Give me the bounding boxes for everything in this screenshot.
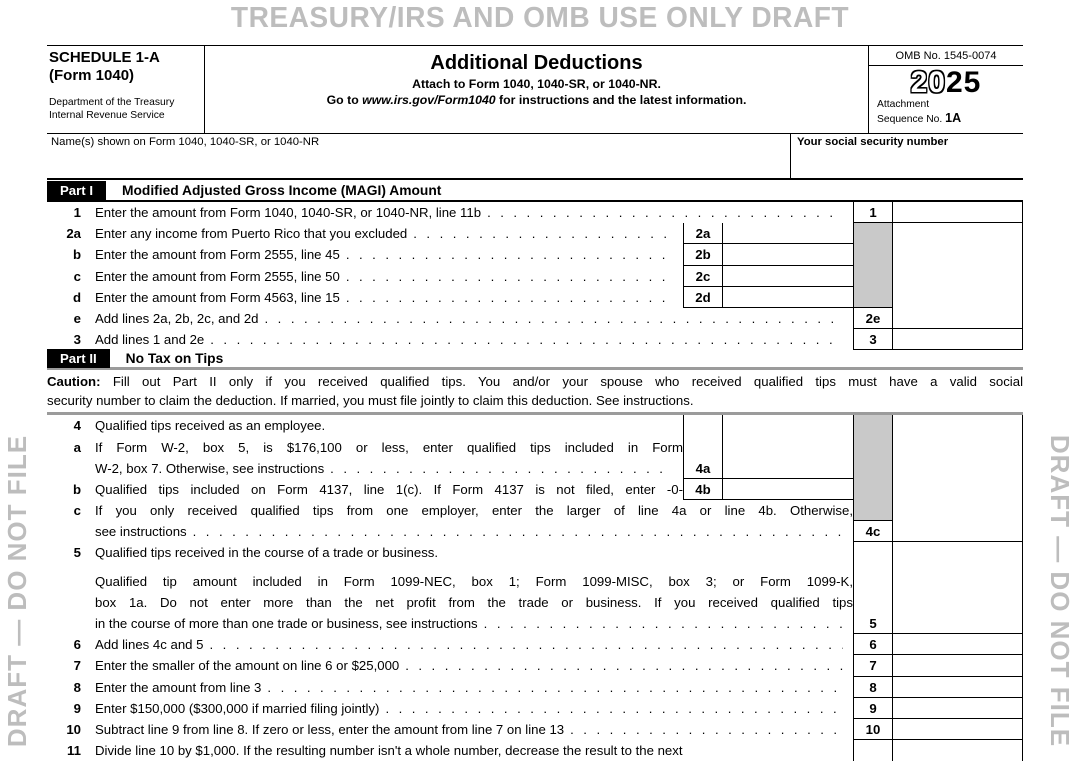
line-10-amount-field[interactable]: [893, 719, 1023, 740]
line-9-box-label: 9: [853, 698, 893, 719]
right-spacer: [893, 437, 1023, 458]
dot-leader: [385, 698, 843, 719]
dot-leader: [405, 655, 843, 676]
line-number: [47, 521, 81, 542]
form-line-2b: [47, 244, 1023, 265]
line-6-amount-field[interactable]: [893, 634, 1023, 655]
dot-leader: [484, 613, 843, 634]
right-spacer: [893, 287, 1023, 308]
shaded-cell: [853, 458, 893, 479]
line-text: Enter the amount from Form 2555, line 50 .....: [81, 266, 683, 287]
form-line-5-para2: [47, 592, 1023, 613]
line-number: 6: [73, 637, 81, 653]
name-input-area[interactable]: [47, 134, 790, 178]
omb-number: OMB No. 1545-0074: [869, 46, 1023, 66]
shaded-cell: [853, 266, 893, 287]
line-text: If Form W-2, box 5, is $176,100 or less, enter qualified tips included in Form: [95, 439, 683, 455]
part1-chip: Part I: [47, 181, 106, 200]
top-draft-watermark: TREASURY/IRS AND OMB USE ONLY DRAFT: [230, 2, 850, 34]
line-number: 8: [73, 679, 81, 695]
line-2d-box-label: 2d: [683, 287, 723, 308]
line-4c-box-label: 4c: [853, 521, 893, 542]
line-text: Enter any income from Puerto Rico that you excluded .....: [81, 223, 683, 244]
line-text: Qualified tips received as an employee.: [95, 418, 326, 434]
right-spacer: [893, 223, 1023, 244]
line-5-amount-field[interactable]: [893, 613, 1023, 634]
form-line-10: [47, 719, 1023, 740]
line-2b-box-label: 2b: [683, 244, 723, 265]
header-right-box: [868, 46, 1023, 133]
dot-leader: [570, 719, 843, 740]
header-left-box: [47, 46, 205, 133]
line-2c-box-label: 2c: [683, 266, 723, 287]
line-number: 3: [73, 332, 81, 348]
line-number: 11: [67, 743, 81, 759]
line-number: c: [73, 503, 81, 519]
dot-leader: [210, 634, 843, 655]
line-5-box-spacer: [853, 571, 893, 592]
form-line-5-para1: [47, 571, 1023, 592]
right-spacer: [893, 458, 1023, 479]
line-number: b: [72, 247, 81, 263]
form-line-4a: [47, 458, 1023, 479]
line-5-box-label: 5: [853, 613, 893, 634]
line-text: Add lines 4c and 5 .....: [81, 634, 853, 655]
irs-url: www.irs.gov/Form1040: [362, 93, 496, 107]
spacer-row: [47, 564, 1023, 571]
line-3-box-label: 3: [853, 329, 893, 350]
part1-header: [47, 181, 1023, 202]
shaded-cell: [853, 479, 893, 500]
form-line-3: [47, 329, 1023, 350]
goto-instruction: Go to www.irs.gov/Form1040 for instructions and the latest information.: [326, 93, 747, 107]
line-4b-amount-field[interactable]: [723, 479, 853, 500]
line-2e-box-label: 2e: [853, 308, 893, 329]
tax-year: 2025: [910, 66, 982, 99]
line-number: 2a: [66, 226, 81, 242]
line-3-amount-field[interactable]: [893, 329, 1023, 350]
line-text: Enter $150,000 ($300,000 if married filing jointly) .....: [81, 698, 853, 719]
shaded-cell: [853, 415, 893, 436]
line-number: 1: [73, 205, 81, 220]
attach-instruction: Attach to Form 1040, 1040-SR, or 1040-NR.: [412, 77, 661, 91]
name-ssn-row: [47, 134, 1023, 180]
form-line-4: [47, 415, 1023, 436]
form-line-2a: [47, 223, 1023, 244]
form-line-11: [47, 740, 1023, 761]
name-label: Name(s) shown on Form 1040, 1040-SR, or 1040-NR: [51, 136, 320, 148]
dot-leader: [346, 266, 673, 287]
shaded-cell: [853, 287, 893, 308]
form-line-5-heading: [47, 542, 1023, 563]
line-8-box-label: 8: [853, 677, 893, 698]
left-draft-watermark: DRAFT — DO NOT FILE: [2, 434, 32, 748]
part2-chip: Part II: [47, 349, 110, 368]
caution-note: Caution: Fill out Part II only if you received qualified tips. You and/or your spouse who received qualified tips must have a valid social security number to claim the deduction. If married, you must file jointly to claim this deduction. See instructions.: [47, 370, 1023, 415]
dot-leader: [210, 329, 843, 350]
dot-leader: [346, 244, 673, 265]
right-spacer: [893, 479, 1023, 500]
part2-title: No Tax on Tips: [125, 351, 224, 367]
inner-box-spacer: [683, 415, 723, 436]
form-line-2c: [47, 266, 1023, 287]
line-number: [47, 458, 81, 479]
line-text: box 1a. Do not enter more than the net profit from the trade or business. If you received qualified tips: [95, 594, 853, 610]
ssn-label: Your social security number: [797, 136, 949, 148]
line-1-box-label: 1: [853, 202, 893, 223]
line-number: 10: [66, 721, 81, 737]
line-4b-box-label: 4b: [683, 479, 723, 500]
part1-title: Modified Adjusted Gross Income (MAGI) Amount: [121, 183, 442, 198]
shaded-cell: [853, 500, 893, 521]
line-number: b: [72, 481, 81, 497]
form-line-4c-text: [47, 500, 1023, 521]
line-text: in the course of more than one trade or business, see instructions .....: [81, 613, 853, 634]
line-1-amount-field[interactable]: [893, 202, 1023, 223]
dot-leader: [193, 521, 843, 542]
line-text: Enter the amount from line 3 .....: [81, 677, 853, 698]
form-title: Additional Deductions: [430, 52, 643, 74]
line-9-amount-field[interactable]: [893, 698, 1023, 719]
line-7-box-label: 7: [853, 655, 893, 676]
line-text: Subtract line 9 from line 8. If zero or less, enter the amount from line 7 on line 13 .....: [81, 719, 853, 740]
form-header: [47, 45, 1023, 134]
line-text: see instructions .....: [81, 521, 853, 542]
line-7-amount-field[interactable]: [893, 655, 1023, 676]
line-text: Enter the amount from Form 2555, line 45 .....: [81, 244, 683, 265]
department-line: Department of the Treasury: [49, 97, 175, 108]
form-line-6: [47, 634, 1023, 655]
dot-leader: [346, 287, 673, 308]
form-line-7: [47, 655, 1023, 676]
line-10-box-label: 10: [853, 719, 893, 740]
right-spacer: [893, 266, 1023, 287]
caution-label: Caution:: [47, 374, 101, 390]
line-5-amount-spacer: [893, 564, 1023, 571]
form-line-4c: [47, 521, 1023, 542]
sequence-number: Sequence No. 1A: [877, 111, 962, 125]
header-center-box: [205, 46, 868, 133]
line-8-amount-field[interactable]: [893, 677, 1023, 698]
line-number: c: [73, 268, 81, 284]
ssn-input-area[interactable]: [790, 134, 1023, 178]
line-number: 4: [73, 418, 81, 434]
line-4c-amount-field[interactable]: [893, 521, 1023, 542]
dot-leader: [413, 223, 673, 244]
line-2a-amount-field[interactable]: [723, 223, 853, 244]
line-text: Enter the amount from Form 1040, 1040-SR, or 1040-NR, line 11b .....: [81, 202, 853, 223]
line-5-amount-spacer: [893, 571, 1023, 592]
line-text: Enter the smaller of the amount on line 6 or $25,000 .....: [81, 655, 853, 676]
form-line-1: [47, 202, 1023, 223]
dot-leader: [267, 677, 843, 698]
shaded-cell: [853, 244, 893, 265]
dot-leader: [330, 458, 673, 479]
line-4a-amount-field[interactable]: [723, 458, 853, 479]
line-11-box-spacer: [853, 740, 893, 761]
inner-box-spacer: [683, 437, 723, 458]
right-spacer: [893, 415, 1023, 436]
line-text: Enter the amount from Form 4563, line 15 .....: [81, 287, 683, 308]
line-5-box-spacer: [853, 542, 893, 563]
right-spacer: [893, 500, 1023, 521]
line-text: Qualified tips included on Form 4137, line 1(c). If Form 4137 is not filed, enter -0-: [95, 481, 683, 497]
line-5-box-spacer: [853, 564, 893, 571]
line-5-box-spacer: [853, 592, 893, 613]
line-number: d: [72, 289, 81, 305]
line-text: W-2, box 7. Otherwise, see instructions .....: [81, 458, 683, 479]
form-line-8: [47, 677, 1023, 698]
line-2c-amount-field[interactable]: [723, 266, 853, 287]
line-number: 7: [73, 658, 81, 674]
right-draft-watermark: DRAFT — DO NOT FILE: [1045, 434, 1075, 748]
right-spacer: [893, 244, 1023, 265]
line-text: Add lines 1 and 2e .....: [81, 329, 853, 350]
inner-amount-spacer: [723, 415, 853, 436]
form-line-2e: [47, 308, 1023, 329]
dot-leader: [265, 308, 844, 329]
line-text: If you only received qualified tips from one employer, enter the larger of line 4a or line 4b. Otherwise,: [95, 503, 853, 519]
shaded-cell: [853, 437, 893, 458]
line-2d-amount-field[interactable]: [723, 287, 853, 308]
form-page: [47, 45, 1023, 761]
attachment-label: Attachment: [877, 99, 930, 110]
line-2e-amount-field[interactable]: [893, 308, 1023, 329]
line-11-amount-spacer: [893, 740, 1023, 761]
line-4a-box-label: 4a: [683, 458, 723, 479]
schedule-number: SCHEDULE 1-A: [49, 49, 160, 66]
line-text: Qualified tip amount included in Form 1099-NEC, box 1; Form 1099-MISC, box 3; or Form 1099-K,: [95, 573, 853, 589]
line-text: Divide line 10 by $1,000. If the resulting number isn't a whole number, decrease the result to the next: [95, 743, 683, 759]
part2-header: [47, 350, 1023, 370]
line-text: Add lines 2a, 2b, 2c, and 2d .....: [81, 308, 853, 329]
shaded-cell: [853, 223, 893, 244]
form-line-2d: [47, 287, 1023, 308]
line-2b-amount-field[interactable]: [723, 244, 853, 265]
line-text: Qualified tips received in the course of a trade or business.: [95, 545, 439, 561]
line-number: 9: [73, 700, 81, 716]
line-2a-box-label: 2a: [683, 223, 723, 244]
inner-amount-spacer: [723, 437, 853, 458]
form-line-5: [47, 613, 1023, 634]
form-line-9: [47, 698, 1023, 719]
line-number: e: [73, 310, 81, 326]
form-line-4b: [47, 479, 1023, 500]
line-number: 5: [73, 545, 81, 561]
line-5-amount-spacer: [893, 592, 1023, 613]
form-line-4a-text: [47, 437, 1023, 458]
dot-leader: [487, 202, 843, 223]
line-number: a: [73, 439, 81, 455]
form-number: (Form 1040): [49, 67, 135, 84]
agency-line: Internal Revenue Service: [49, 109, 165, 121]
line-5-amount-spacer: [893, 542, 1023, 563]
line-6-box-label: 6: [853, 634, 893, 655]
